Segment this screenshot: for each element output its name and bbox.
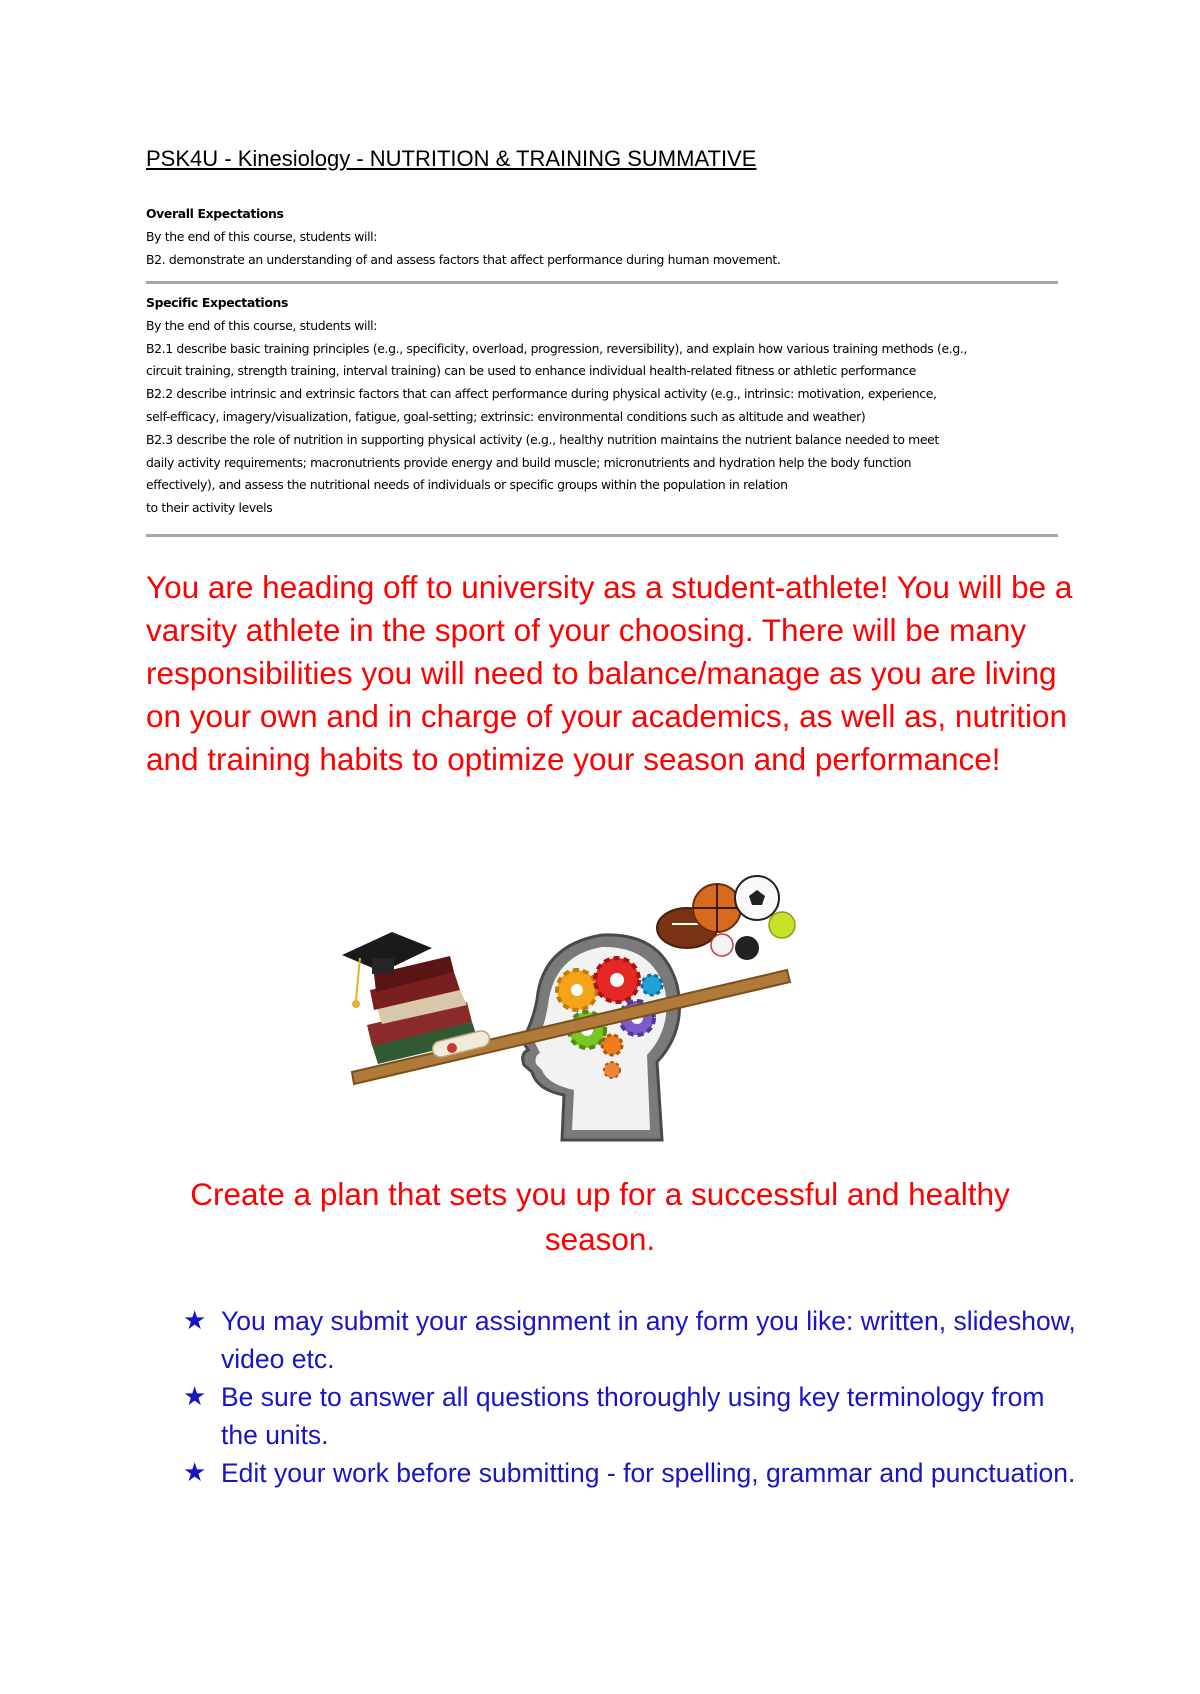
intro-paragraph: You are heading off to university as a student-athlete! You will be a varsity athlete in the sport of your choosing. There will be many responsibilities you will need to balance/manage as you are living on your own and in charge of your academics, as well as, nutrition and training habits to optimize your season and performance! [146,569,1073,777]
specific-line: B2.2 describe intrinsic and extrinsic factors that can affect performance during physical activity (e.g., intrinsic: motivation, experience, [146,386,937,402]
specific-line: By the end of this course, students will: [146,317,378,333]
list-item [183,1302,1083,1378]
list-item-text: Edit your work before submitting - for spelling, grammar and punctuation. [221,1458,1076,1488]
specific-heading: Specific Expectations [146,295,288,310]
list-item-text: Be sure to answer all questions thoroughly using key terminology from the units. [221,1382,1045,1450]
divider [146,534,1058,537]
specific-line: effectively), and assess the nutritional needs of individuals or specific groups within the population in relation [146,477,788,493]
specific-line: self-efficacy, imagery/visualization, fatigue, goal-setting; extrinsic: environmental conditions such as altitude and weather) [146,408,866,424]
overall-heading: Overall Expectations [146,206,284,221]
star-icon: ★ [183,1382,207,1412]
specific-expectations [146,292,967,520]
instructions-list [183,1302,1083,1492]
list-item-text: You may submit your assignment in any form you like: written, slideshow, video etc. [221,1306,1076,1374]
specific-line: circuit training, strength training, interval training) can be used to enhance individual health-related fitness or athletic performance [146,363,917,379]
list-item [183,1454,1083,1492]
sports-balls-icon [657,876,795,960]
balance-illustration [332,840,872,1150]
books-icon [342,932,491,1064]
overall-line: B2. demonstrate an understanding of and assess factors that affect performance during human movement. [146,251,781,267]
call-to-action: Create a plan that sets you up for a successful and healthy season. [190,1176,1010,1257]
specific-line: B2.1 describe basic training principles (e.g., specificity, overload, progression, reversibility), and explain how various training methods (e.g., [146,340,968,356]
specific-line: daily activity requirements; macronutrients provide energy and build muscle; micronutrients and hydration help the body function [146,454,912,470]
overall-expectations [146,203,781,271]
star-icon: ★ [183,1306,207,1336]
document-title: PSK4U - Kinesiology - NUTRITION & TRAINING SUMMATIVE [146,146,757,171]
list-item [183,1378,1083,1454]
overall-line: By the end of this course, students will: [146,228,378,244]
specific-line: B2.3 describe the role of nutrition in supporting physical activity (e.g., healthy nutrition maintains the nutrient balance needed to meet [146,431,939,447]
star-icon: ★ [183,1458,207,1488]
specific-line: to their activity levels [146,500,273,516]
divider [146,281,1058,284]
